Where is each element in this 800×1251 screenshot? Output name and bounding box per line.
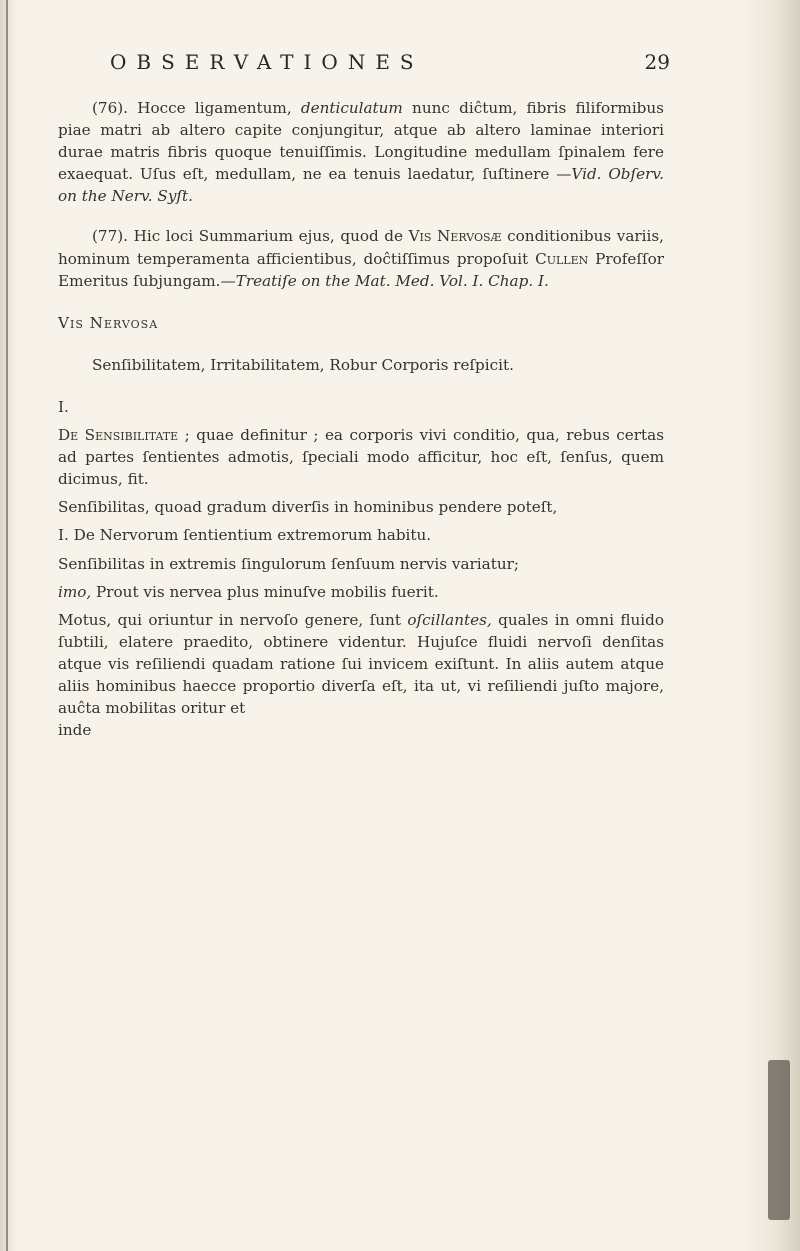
- paragraph-text: Profeſſor Emeritus ſubjungam.—: [58, 249, 664, 290]
- intro-paragraph: Senſibilitatem, Irritabilitatem, Robur Corporis reſpicit.: [92, 355, 514, 374]
- page-header: [110, 50, 670, 84]
- page-edge-right: [742, 0, 800, 1251]
- small-caps-term: Vis Nervosæ: [408, 227, 502, 246]
- page-number: 29: [644, 50, 670, 74]
- paragraph-text: Hocce ligamentum,: [128, 99, 301, 117]
- numbered-item-1: I. De Nervorum ſentientium extremorum habitu.: [58, 526, 432, 545]
- definition-paragraph: [58, 424, 664, 490]
- definition-lead: De Sensibilitate: [58, 426, 179, 445]
- binding-shadow: [768, 1060, 790, 1220]
- paragraph-text: nunc diĉtum, fibris filiformibus piae matri ab altero capite conjungitur, atque ab altero laminae interiori durae matris fibris quoque tenuiſſimis. Longitudine medullam ſpinalem fere exaequat. Uſus eſt, medullam, ne ea tenuis laedatur, ſuſtinere —: [58, 99, 664, 184]
- catchword: inde: [58, 721, 92, 740]
- section-numeral: I.: [58, 397, 69, 416]
- reference: Treatiſe on the Mat. Med. Vol. I. Chap. I.: [235, 271, 549, 290]
- imo-paragraph: [58, 581, 664, 603]
- paragraph-number: (77).: [92, 227, 129, 246]
- paragraph-text: Prout vis nervea plus minuſve mobilis fuerit.: [91, 582, 439, 601]
- paragraph-77: [58, 225, 664, 291]
- page-edge-left: [0, 0, 16, 1251]
- page-body: [58, 97, 664, 741]
- italic-term: denticulatum: [300, 99, 403, 117]
- motus-paragraph: [58, 609, 664, 719]
- sensibility-paragraph: Senſibilitas, quoad gradum diverſis in hominibus pendere poteſt,: [58, 498, 558, 517]
- paragraph-text: quales in omni fluido ſubtili, elatere praedito, obtinere videntur. Hujuſce fluidi nervoſi denſitas atque vis reſiliendi quadam ratione ſui invicem exiſtunt. In aliis autem atque aliis hominibus haecce proportio diverſa eſt, ita ut, vi reſiliendi juſto majore, auĉta mobilitas oritur et: [58, 610, 665, 718]
- sensibility-paragraph-2: Senſibilitas in extremis ſingulorum ſenſuum nervis variatur;: [58, 554, 519, 573]
- running-head: OBSERVATIONES: [110, 50, 424, 74]
- paragraph-number: (76).: [92, 99, 129, 117]
- author-name: Cullen: [535, 249, 589, 268]
- reference: Vid. Obſerv. on the Nerv. Syſt.: [58, 165, 664, 206]
- paragraph-76: [58, 97, 664, 207]
- definition-text: ; quae definitur ; ea corporis vivi conditio, qua, rebus certas ad partes ſentientes admotis, ſpeciali modo afficitur, hoc eſt, ſenſus, quem dicimus, fit.: [58, 426, 664, 489]
- section-title: Vis Nervosa: [58, 313, 159, 332]
- paragraph-text: conditionibus variis, hominum temperamenta afficientibus, doĉtiſſimus propoſuit: [58, 227, 665, 268]
- italic-term: imo,: [58, 582, 92, 601]
- paragraph-text: Motus, qui oriuntur in nervoſo genere, ſunt: [58, 610, 408, 629]
- italic-term: oſcillantes,: [407, 610, 492, 629]
- paragraph-text: Hic loci Summarium ejus, quod de: [128, 227, 409, 246]
